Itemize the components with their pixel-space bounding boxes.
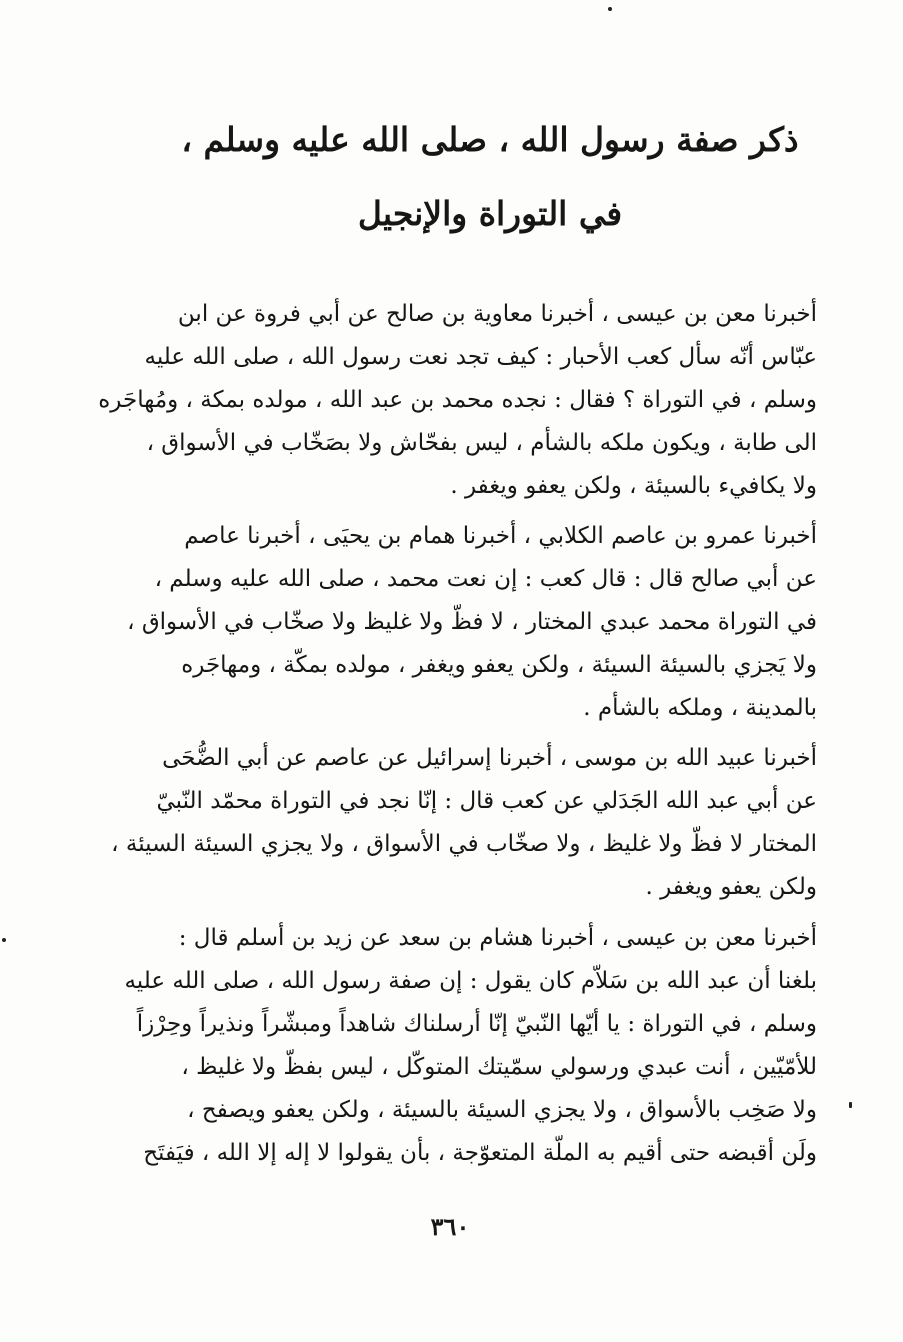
ink-speck <box>849 1102 852 1108</box>
text-line: عبّاس أنّه سأل كعب الأحبار : كيف تجد نعت رسول الله ، صلى الله عليه <box>144 344 817 370</box>
ink-speck <box>608 7 612 11</box>
text-line: وسلم ، في التوراة : يا أيّها النّبيّ إنّا أرسلناك شاهداً ومبشّراً ونذيراً وحِرْزاً <box>136 1011 817 1037</box>
text-line: بلغنا أن عبد الله بن سَلاّم كان يقول : إن صفة رسول الله ، صلى الله عليه <box>124 968 817 994</box>
text-line: عن أبي عبد الله الجَدَلي عن كعب قال : إنّا نجد في التوراة محمّد النّبيّ <box>156 788 817 814</box>
chapter-title-line-2: في التوراة والإنجيل <box>357 194 623 233</box>
text-line: عن أبي صالح قال : قال كعب : إن نعت محمد ، صلى الله عليه وسلم ، <box>154 566 817 592</box>
text-line: الى طابة ، ويكون ملكه بالشأم ، ليس بفحّاش ولا بصَخّاب في الأسواق ، <box>146 430 817 456</box>
text-line: أخبرنا عبيد الله بن موسى ، أخبرنا إسرائيل عن عاصم عن أبي الضُّحَى <box>162 745 817 771</box>
text-line: أخبرنا عمرو بن عاصم الكلابي ، أخبرنا همام بن يحيَى ، أخبرنا عاصم <box>184 523 817 549</box>
text-line: ولا صَخِب بالأسواق ، ولا يجزي السيئة بالسيئة ، ولكن يعفو ويصفح ، <box>187 1097 817 1123</box>
text-line: ولَن أقبضه حتى أقيم به الملّة المتعوّجة ، بأن يقولوا لا إله إلا الله ، فيَفتَح <box>143 1140 817 1166</box>
text-line: ولا يَجزي بالسيئة السيئة ، ولكن يعفو ويغفر ، مولده بمكّة ، ومهاجَره <box>181 652 817 678</box>
text-line: ولكن يعفو ويغفر . <box>645 874 817 900</box>
text-line: أخبرنا معن بن عيسى ، أخبرنا معاوية بن صالح عن أبي فروة عن ابن <box>177 301 817 327</box>
text-line: للأمّيّين ، أنت عبدي ورسولي سمّيتك المتوكّل ، ليس بفظّ ولا غليظ ، <box>181 1054 817 1080</box>
text-line: المختار لا فظّ ولا غليظ ، ولا صخّاب في الأسواق ، ولا يجزي السيئة السيئة ، <box>111 831 817 857</box>
text-line: بالمدينة ، وملكه بالشأم . <box>583 695 817 721</box>
text-line: ولا يكافيء بالسيئة ، ولكن يعفو ويغفر . <box>450 473 817 499</box>
text-line: وسلم ، في التوراة ؟ فقال : نجده محمد بن عبد الله ، مولده بمكة ، ومُهاجَره <box>98 387 817 413</box>
ink-speck <box>2 938 6 942</box>
chapter-title-line-1: ذكر صفة رسول الله ، صلى الله عليه وسلم ، <box>181 120 799 159</box>
text-line: أخبرنا معن بن عيسى ، أخبرنا هشام بن سعد عن زيد بن أسلم قال : <box>178 925 817 951</box>
page-number: ٣٦٠ <box>430 1212 470 1241</box>
text-line: في التوراة محمد عبدي المختار ، لا فظّ ولا غليظ ولا صخّاب في الأسواق ، <box>127 609 817 635</box>
